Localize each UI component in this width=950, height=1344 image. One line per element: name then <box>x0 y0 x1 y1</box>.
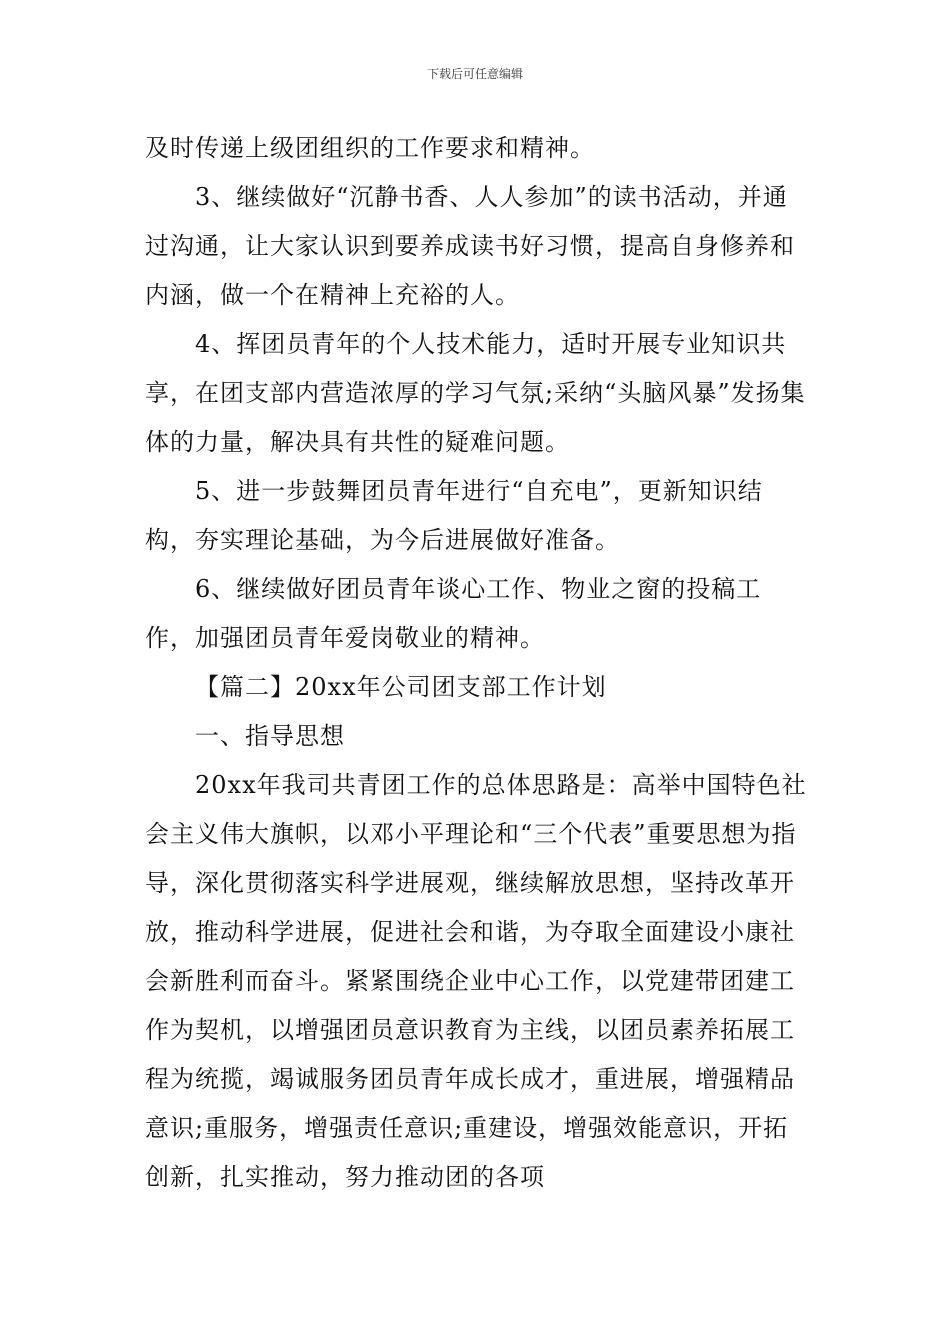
section-title: 【篇二】20xx年公司团支部工作计划 <box>195 673 607 701</box>
paragraph-guiding-thought: 20xx年我司共青团工作的总体思路是：高举中国特色社会主义伟大旗帜，以邓小平理论和“三个代表”重要思想为指导，深化贯彻落实科学进展观，继续解放思想，坚持改革开放，推动科学进展，促进社会和谐，为夺取全面建设小康社会新胜利而奋斗。紧紧围绕企业中心工作，以党建带团建工作为契机，以增强团员意识教育为主线，以团员素养拓展工程为统揽，竭诚服务团员青年成长成才，重进展，增强精品意识;重服务，增强责任意识;重建设，增强效能意识，开拓创新，扎实推动，努力推动团的各项 <box>145 771 807 1191</box>
paragraph-continuation: 及时传递上级团组织的工作要求和精神。 <box>145 134 595 162</box>
section-heading-guiding-thought: 一、指导思想 <box>195 722 345 750</box>
paragraph-item-3: 3、继续做好“沉静书香、人人参加”的读书活动，并通过沟通，让大家认识到要养成读书好习惯，提高自身修养和内涵，做一个在精神上充裕的人。 <box>145 183 795 309</box>
paragraph-item-6: 6、继续做好团员青年谈心工作、物业之窗的投稿工作，加强团员青年爱岗敬业的精神。 <box>145 575 762 652</box>
paragraph-item-5: 5、进一步鼓舞团员青年进行“自充电”，更新知识结构，夯实理论基础，为今后进展做好准备。 <box>145 477 763 554</box>
paragraph-item-4: 4、挥团员青年的个人技术能力，适时开展专业知识共享，在团支部内营造浓厚的学习气氛;采纳“头脑风暴”发扬集体的力量，解决具有共性的疑难问题。 <box>145 330 806 456</box>
page-header: 下载后可任意编辑 <box>426 67 523 81</box>
document-body <box>145 124 810 1202</box>
